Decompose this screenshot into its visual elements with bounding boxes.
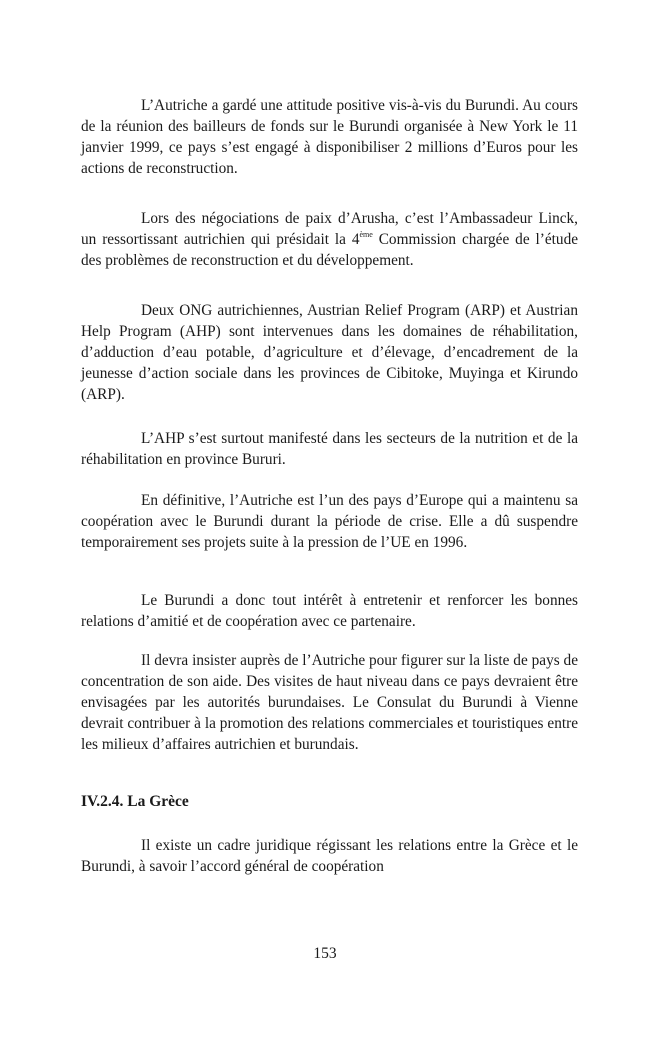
paragraph-austria-attitude: L’Autriche a gardé une attitude positive vis-à-vis du Burundi. Au cours de la réunion des bailleurs de fonds sur le Burundi organisée à New York le 11 janvier 1999, ce pays s’est engagé à disponibiliser 2 millions d’Euros pour les actions de reconstruction. [81, 97, 578, 177]
arusha-text-start: Lors des négociations de paix d’Arusha, c’est l’Ambassadeur Linck, un ressortissant autrichien qui présidait la 4 [81, 210, 578, 248]
paragraph-burundi-interest: Le Burundi a donc tout intérêt à entretenir et renforcer les bonnes relations d’amitié et de coopération avec ce partenaire. [81, 592, 578, 630]
section-heading: IV.2.4. La Grèce [81, 793, 189, 810]
paragraph-ahp: L’AHP s’est surtout manifesté dans les secteurs de la nutrition et de la réhabilitation en province Bururi. [81, 430, 578, 468]
paragraph-arusha-negotiations [81, 208, 578, 271]
arusha-text-end: Commission chargée de l’étude des problèmes de reconstruction et du développement. [81, 231, 579, 269]
ordinal-superscript: ème [359, 230, 373, 239]
paragraph-austrian-ngos: Deux ONG autrichiennes, Austrian Relief Program (ARP) et Austrian Help Program (AHP) sont intervenues dans les domaines de réhabilitation, d’adduction d’eau potable, d’agriculture et d’élevage, d’encadrement de la jeunesse d’action sociale dans les provinces de Cibitoke, Muyinga et Kirundo (ARP). [81, 302, 578, 403]
paragraph-greece: Il existe un cadre juridique régissant les relations entre la Grèce et le Burundi, à savoir l’accord général de coopération [81, 837, 578, 875]
paragraph-conclusion: En définitive, l’Autriche est l’un des pays d’Europe qui a maintenu sa coopération avec le Burundi durant la période de crise. Elle a dû suspendre temporairement ses projets suite à la pression de l’UE en 1996. [81, 492, 578, 551]
page-number: 153 [313, 945, 337, 962]
paragraph-recommendations: Il devra insister auprès de l’Autriche pour figurer sur la liste de pays de concentration de son aide. Des visites de haut niveau dans ce pays devraient être envisagées par les autorités burundaises. Le Consulat du Burundi à Vienne devrait contribuer à la promotion des relations commerciales et touristiques entre les milieux d’affaires autrichien et burundais. [81, 652, 578, 753]
